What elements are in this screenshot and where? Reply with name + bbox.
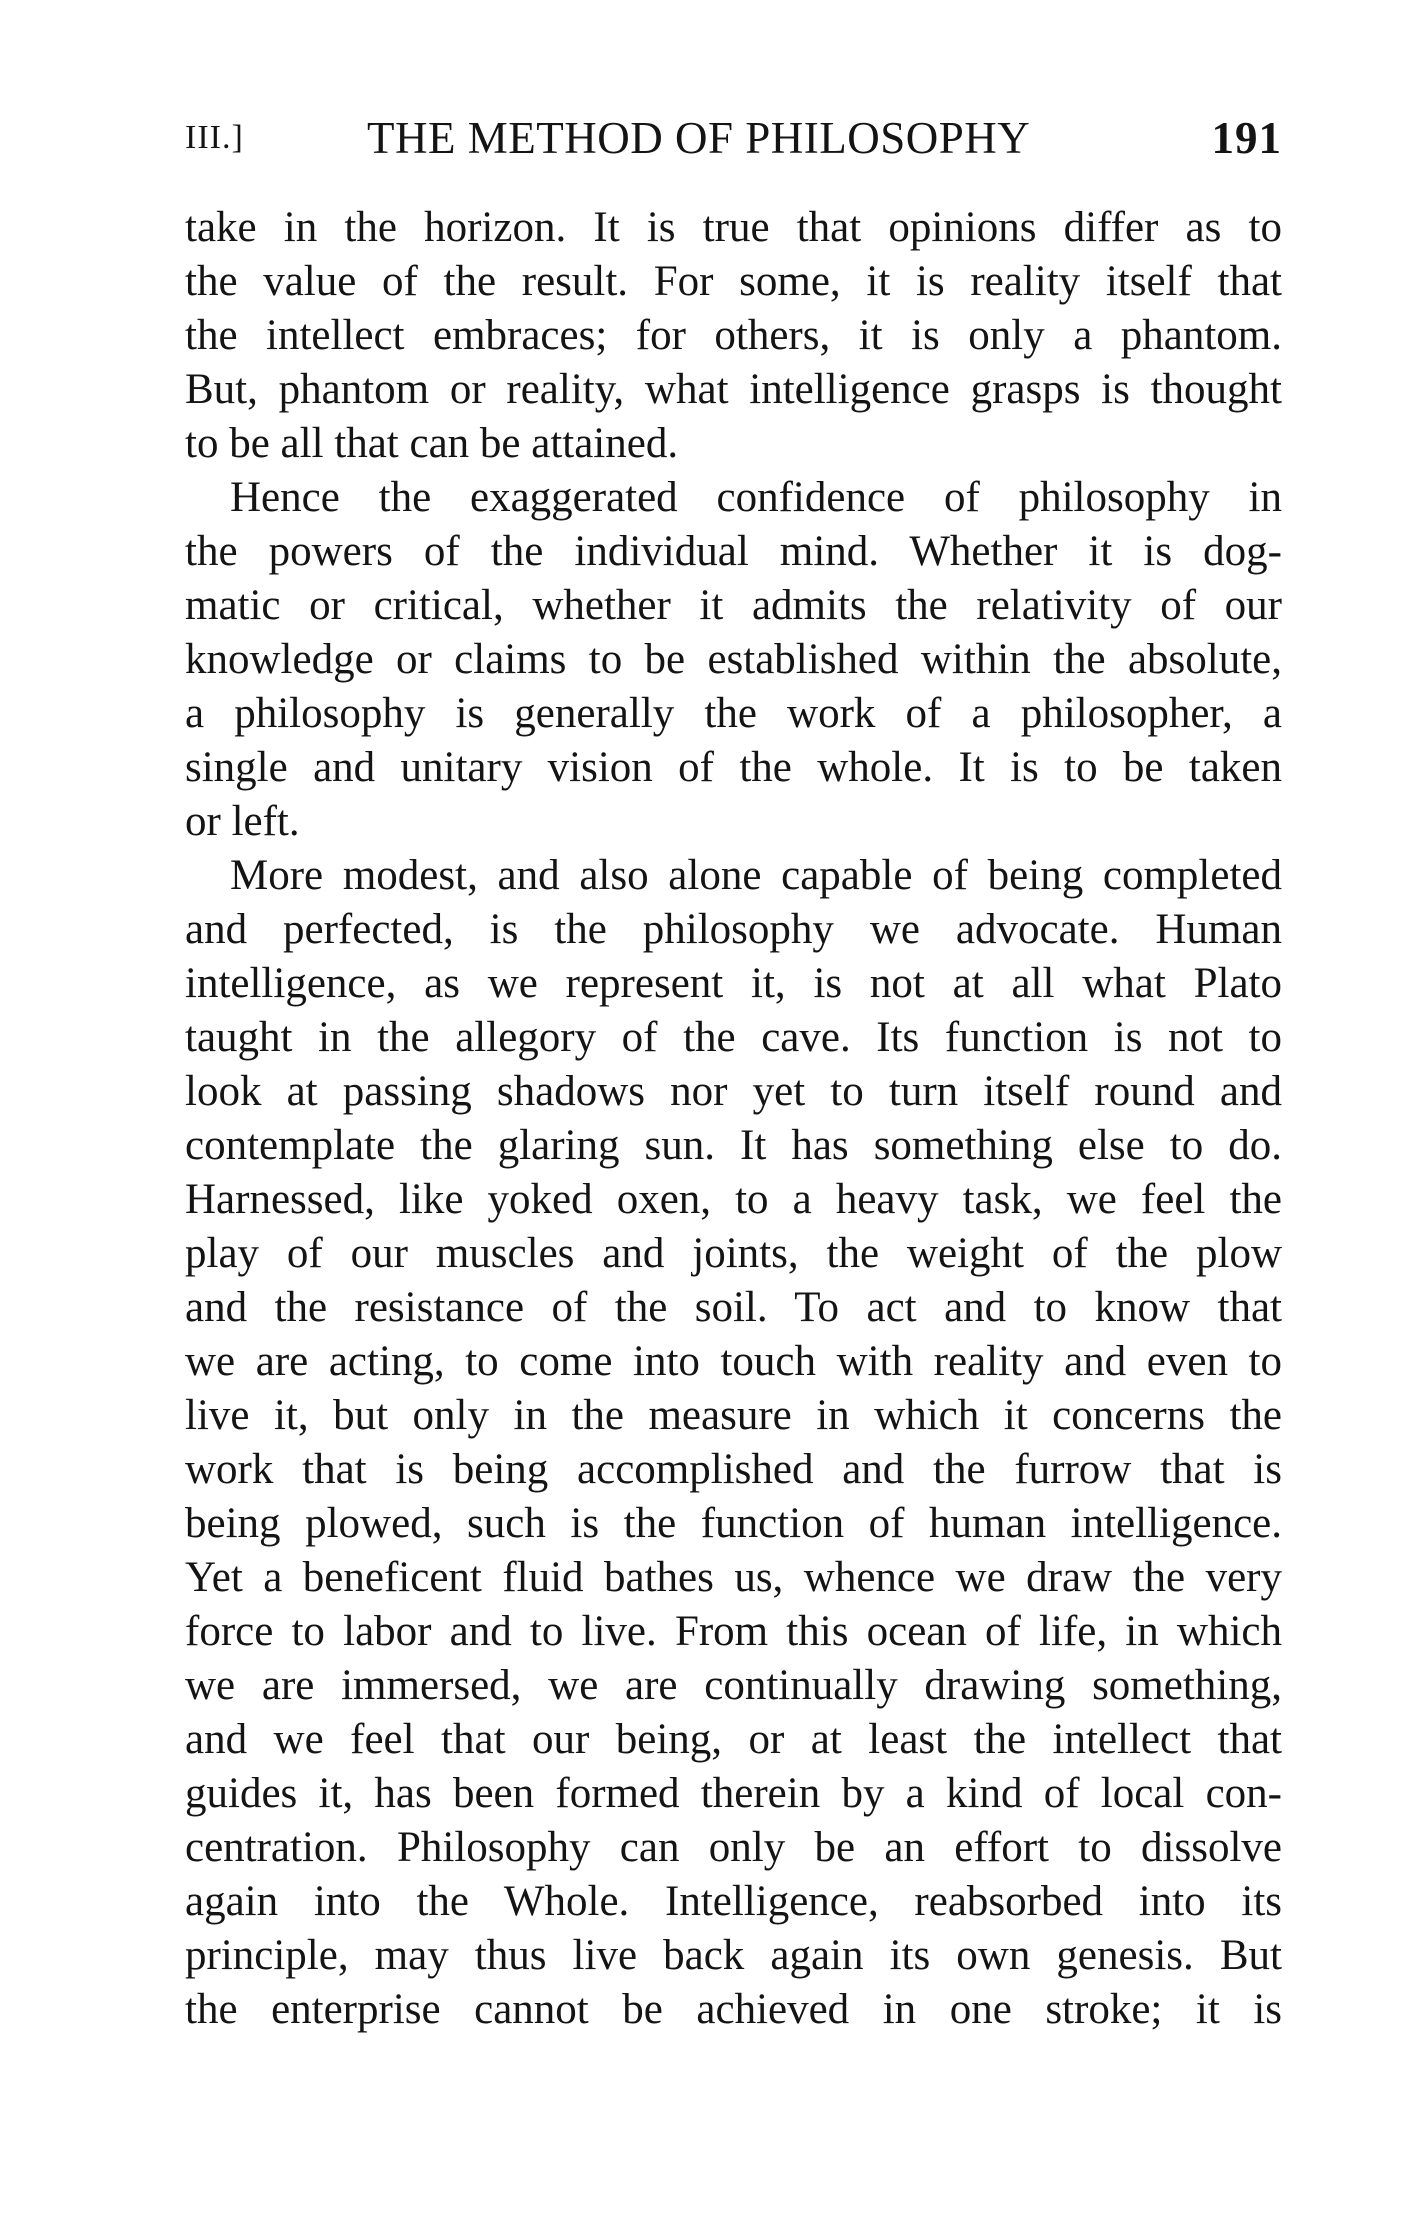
chapter-marker: III.] bbox=[185, 119, 244, 156]
text-line: again into the Whole. Intelligence, reabsorbed into its bbox=[185, 1878, 1282, 1925]
text-line: to be all that can be attained. bbox=[185, 420, 679, 467]
running-head bbox=[185, 108, 1282, 168]
text-line: More modest, and also alone capable of being completed bbox=[230, 852, 1282, 899]
text-line: and we feel that our being, or at least the intellect that bbox=[185, 1716, 1282, 1763]
text-line: the value of the result. For some, it is reality itself that bbox=[185, 258, 1282, 305]
text-line: single and unitary vision of the whole. It is to be taken bbox=[185, 744, 1282, 791]
text-line: force to labor and to live. From this ocean of life, in which bbox=[185, 1608, 1282, 1655]
text-line: look at passing shadows nor yet to turn itself round and bbox=[185, 1068, 1282, 1115]
running-title: THE METHOD OF PHILOSOPHY bbox=[367, 113, 1031, 163]
text-line: matic or critical, whether it admits the relativity of our bbox=[185, 582, 1282, 629]
text-line: being plowed, such is the function of human intelligence. bbox=[185, 1500, 1282, 1547]
text-line: take in the horizon. It is true that opinions differ as to bbox=[185, 204, 1282, 251]
text-line: live it, but only in the measure in which it concerns the bbox=[185, 1392, 1282, 1439]
text-line: we are acting, to come into touch with reality and even to bbox=[185, 1338, 1282, 1385]
text-line: Yet a beneficent fluid bathes us, whence we draw the very bbox=[185, 1554, 1282, 1601]
text-line: or left. bbox=[185, 798, 300, 845]
text-line: But, phantom or reality, what intelligence grasps is thought bbox=[185, 366, 1282, 413]
text-line: centration. Philosophy can only be an effort to dissolve bbox=[185, 1824, 1282, 1871]
text-line: contemplate the glaring sun. It has something else to do. bbox=[185, 1122, 1282, 1169]
text-line: we are immersed, we are continually drawing something, bbox=[185, 1662, 1282, 1709]
text-line: knowledge or claims to be established within the absolute, bbox=[185, 636, 1282, 683]
text-line: Hence the exaggerated confidence of philosophy in bbox=[230, 474, 1282, 521]
text-line: taught in the allegory of the cave. Its function is not to bbox=[185, 1014, 1282, 1061]
text-line: the powers of the individual mind. Whether it is dog- bbox=[185, 528, 1282, 575]
text-line: intelligence, as we represent it, is not at all what Plato bbox=[185, 960, 1282, 1007]
text-line: and the resistance of the soil. To act and to know that bbox=[185, 1284, 1282, 1331]
text-line: principle, may thus live back again its own genesis. But bbox=[185, 1932, 1282, 1979]
text-line: the intellect embraces; for others, it is only a phantom. bbox=[185, 312, 1282, 359]
text-line: Harnessed, like yoked oxen, to a heavy task, we feel the bbox=[185, 1176, 1282, 1223]
text-line: a philosophy is generally the work of a philosopher, a bbox=[185, 690, 1282, 737]
text-line: and perfected, is the philosophy we advocate. Human bbox=[185, 906, 1282, 953]
text-line: the enterprise cannot be achieved in one stroke; it is bbox=[185, 1986, 1282, 2033]
text-line: guides it, has been formed therein by a kind of local con- bbox=[185, 1770, 1282, 1817]
body-text bbox=[185, 201, 1282, 2037]
text-line: work that is being accomplished and the furrow that is bbox=[185, 1446, 1282, 1493]
text-line: play of our muscles and joints, the weight of the plow bbox=[185, 1230, 1282, 1277]
page-number: 191 bbox=[1211, 113, 1282, 163]
